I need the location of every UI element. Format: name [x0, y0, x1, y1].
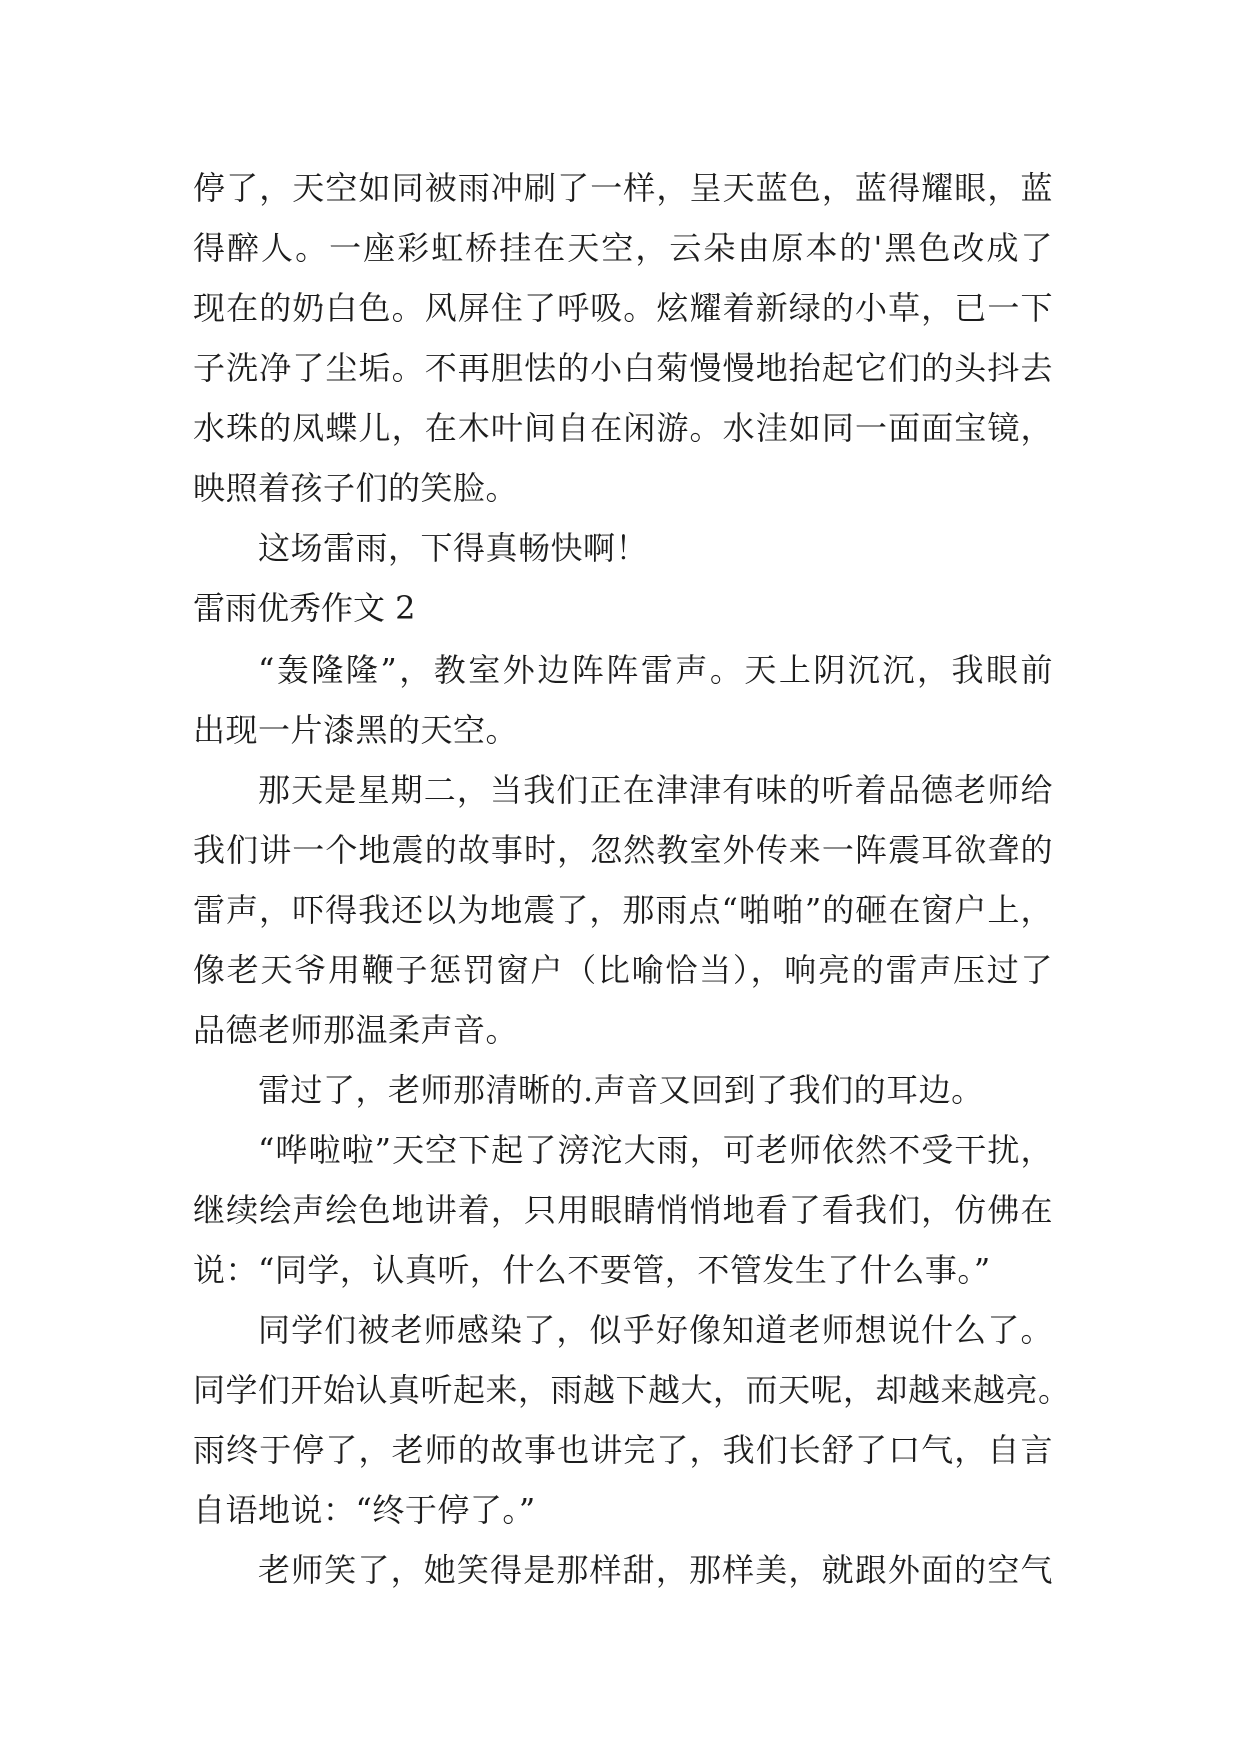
section-heading: 雷雨优秀作文 2 [193, 589, 416, 627]
paragraph-line: 品德老师那温柔声音。 [193, 1011, 519, 1049]
paragraph-line: 那天是星期二，当我们正在津津有味的听着品德老师给 [258, 771, 1053, 809]
paragraph-line: 映照着孩子们的笑脸。 [193, 469, 519, 507]
paragraph-line: 子洗净了尘垢。不再胆怯的小白菊慢慢地抬起它们的头抖去 [193, 349, 1053, 387]
paragraph-line: “哗啦啦”天空下起了滂沱大雨，可老师依然不受干扰， [258, 1131, 1053, 1169]
paragraph-line: 雷过了，老师那清晰的.声音又回到了我们的耳边。 [258, 1071, 984, 1109]
paragraph-line: 水珠的凤蝶儿，在木叶间自在闲游。水洼如同一面面宝镜， [193, 409, 1053, 447]
paragraph-line: 这场雷雨，下得真畅快啊！ [258, 529, 649, 567]
paragraph-line: 雷声，吓得我还以为地震了，那雨点“啪啪”的砸在窗户上， [193, 891, 1053, 929]
paragraph-line: 老师笑了，她笑得是那样甜，那样美，就跟外面的空气 [258, 1551, 1053, 1589]
paragraph-line: 说：“同学，认真听，什么不要管，不管发生了什么事。” [193, 1251, 991, 1289]
paragraph-line: 同学们开始认真听起来，雨越下越大，而天呢，却越来越亮。 [193, 1371, 1071, 1409]
paragraph-line: 出现一片漆黑的天空。 [193, 711, 519, 749]
paragraph-line: 现在的奶白色。风屏住了呼吸。炫耀着新绿的小草，已一下 [193, 289, 1053, 327]
paragraph-line: 像老天爷用鞭子惩罚窗户（比喻恰当），响亮的雷声压过了 [193, 951, 1053, 989]
paragraph-line: 同学们被老师感染了，似乎好像知道老师想说什么了。 [258, 1311, 1053, 1349]
paragraph-line: “轰隆隆”，教室外边阵阵雷声。天上阴沉沉，我眼前 [258, 651, 1053, 689]
paragraph-line: 得醉人。一座彩虹桥挂在天空，云朵由原本的'黑色改成了 [193, 229, 1053, 267]
paragraph-line: 雨终于停了，老师的故事也讲完了，我们长舒了口气，自言 [193, 1431, 1053, 1469]
paragraph-line: 自语地说：“终于停了。” [193, 1491, 536, 1529]
paragraph-line: 继续绘声绘色地讲着，只用眼睛悄悄地看了看我们，仿佛在 [193, 1191, 1053, 1229]
paragraph-line: 停了，天空如同被雨冲刷了一样，呈天蓝色，蓝得耀眼，蓝 [193, 169, 1053, 207]
paragraph-line: 我们讲一个地震的故事时，忽然教室外传来一阵震耳欲聋的 [193, 831, 1053, 869]
